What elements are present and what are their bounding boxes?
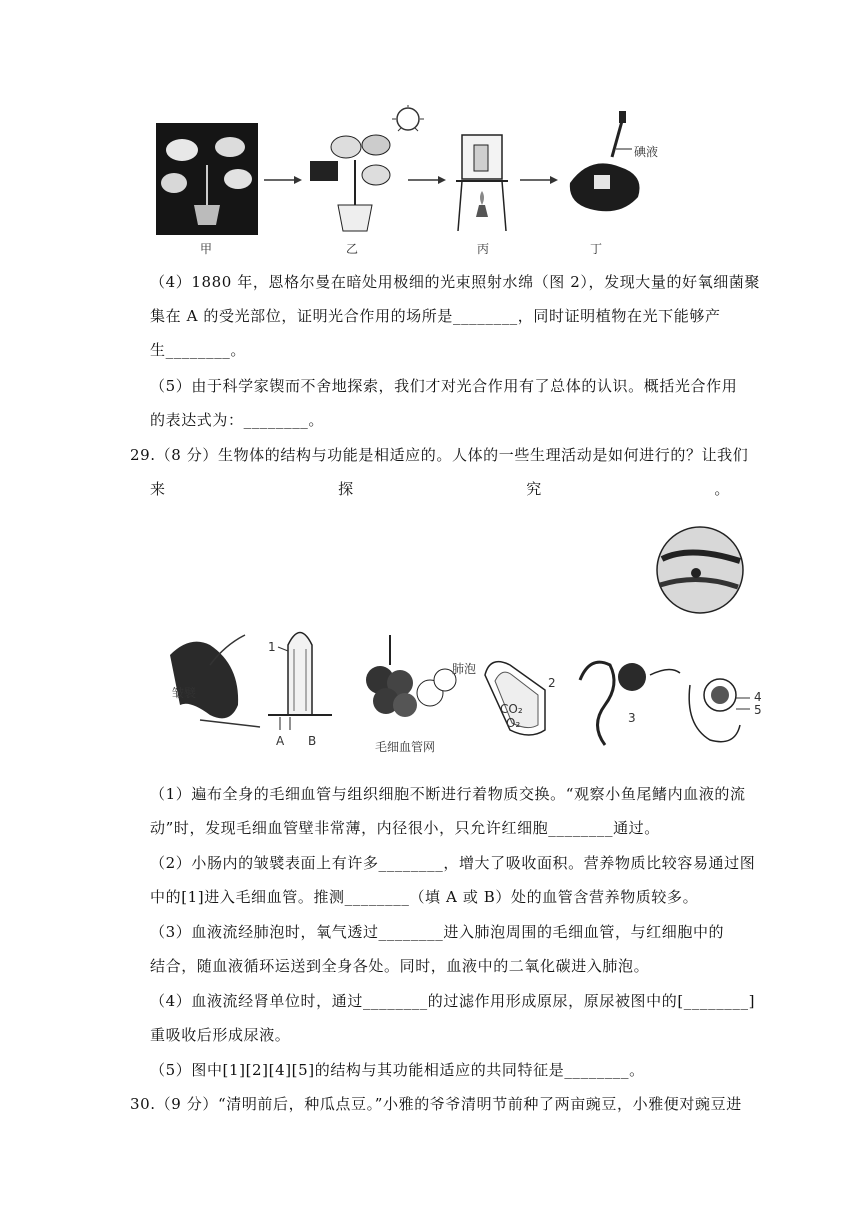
panel-label-ding: 丁 (590, 242, 603, 256)
o2-label: O₂ (506, 716, 521, 730)
label-a: A (276, 734, 285, 748)
q29-part2-line1: （2）小肠内的皱襞表面上有许多________，增大了吸收面积。营养物质比较容易通过图 (150, 854, 756, 872)
q29-part4-line1: （4）血液流经肾单位时，通过________的过滤作用形成原尿，原尿被图中的[________] (150, 992, 756, 1010)
structure-number-3: 3 (628, 711, 636, 725)
panel-label-jia: 甲 (200, 242, 213, 256)
structure-number-1: 1 (268, 640, 276, 654)
capillary-net-label: 毛细血管网 (375, 740, 436, 754)
panel-label-bing: 丙 (477, 242, 490, 256)
capillary-magnified-image (657, 527, 743, 613)
spread-char: 探 (338, 480, 354, 498)
q29-part5-line1: （5）图中[1][2][4][5]的结构与其功能相适应的共同特征是________。 (150, 1061, 645, 1079)
structure-number-5: 5 (754, 703, 762, 717)
q28-part4-line3: 生________。 (150, 341, 247, 359)
q29-part1-line2: 动”时，发现毛细血管壁非常薄，内径很小，只允许红细胞________通过。 (150, 819, 660, 837)
reagent-label: 碘液 (634, 145, 659, 159)
q29-part3-line1: （3）血液流经肺泡时，氧气透过________进入肺泡周围的毛细血管，与红细胞中的 (150, 923, 725, 941)
spread-char: 究 (526, 480, 542, 498)
panel-yi-image (310, 105, 424, 231)
figure-physiology-structures (150, 515, 770, 770)
alveoli-image (366, 635, 456, 717)
alveoli-label: 肺泡 (452, 662, 477, 676)
q29-part3-line2: 结合，随血液循环运送到全身各处。同时，血液中的二氧化碳进入肺泡。 (150, 957, 650, 975)
q29-part2-line2: 中的[1]进入毛细血管。推测________（填 A 或 B）处的血管含营养物质较多。 (150, 888, 699, 906)
q28-part4-line1: （4）1880 年，恩格尔曼在暗处用极细的光束照射水绵（图 2），发现大量的好氧细菌聚 (150, 273, 761, 291)
panel-label-yi: 乙 (346, 242, 359, 256)
nephron-image (580, 662, 750, 745)
q29-stem-line2 (150, 479, 730, 499)
q29-part4-line2: 重吸收后形成尿液。 (150, 1026, 291, 1044)
villus-image (268, 633, 332, 731)
structure-number-4: 4 (754, 690, 762, 704)
q28-part5-line1: （5）由于科学家锲而不舍地探索，我们才对光合作用有了总体的认识。概括光合作用 (150, 377, 738, 395)
panel-jia-image (156, 123, 258, 235)
q29-part1-line1: （1）遍布全身的毛细血管与组织细胞不断进行着物质交换。“观察小鱼尾鳍内血液的流 (150, 785, 746, 803)
figure-photosynthesis-experiment (150, 105, 670, 255)
q30-stem-line1: 30.（9 分）“清明前后，种瓜点豆。”小雅的爷爷清明节前种了两亩豌豆，小雅便对豌豆进 (130, 1095, 742, 1113)
q28-part4-line2: 集在 A 的受光部位，证明光合作用的场所是________，同时证明植物在光下能够产 (150, 307, 721, 325)
q29-stem-line1: 29.（8 分）生物体的结构与功能是相适应的。人体的一些生理活动是如何进行的？让我们 (130, 446, 749, 464)
spread-char: 来 (150, 480, 166, 498)
co2-label: CO₂ (500, 702, 523, 716)
q28-part5-line2: 的表达式为：________。 (150, 411, 325, 429)
spread-char: 。 (714, 480, 730, 498)
panel-bing-image (456, 135, 508, 231)
structure-number-2: 2 (548, 676, 556, 690)
panel-ding-image (570, 111, 640, 211)
label-b: B (308, 734, 317, 748)
fold-label: 皱襞 (172, 686, 197, 700)
small-intestine-image (170, 635, 260, 727)
